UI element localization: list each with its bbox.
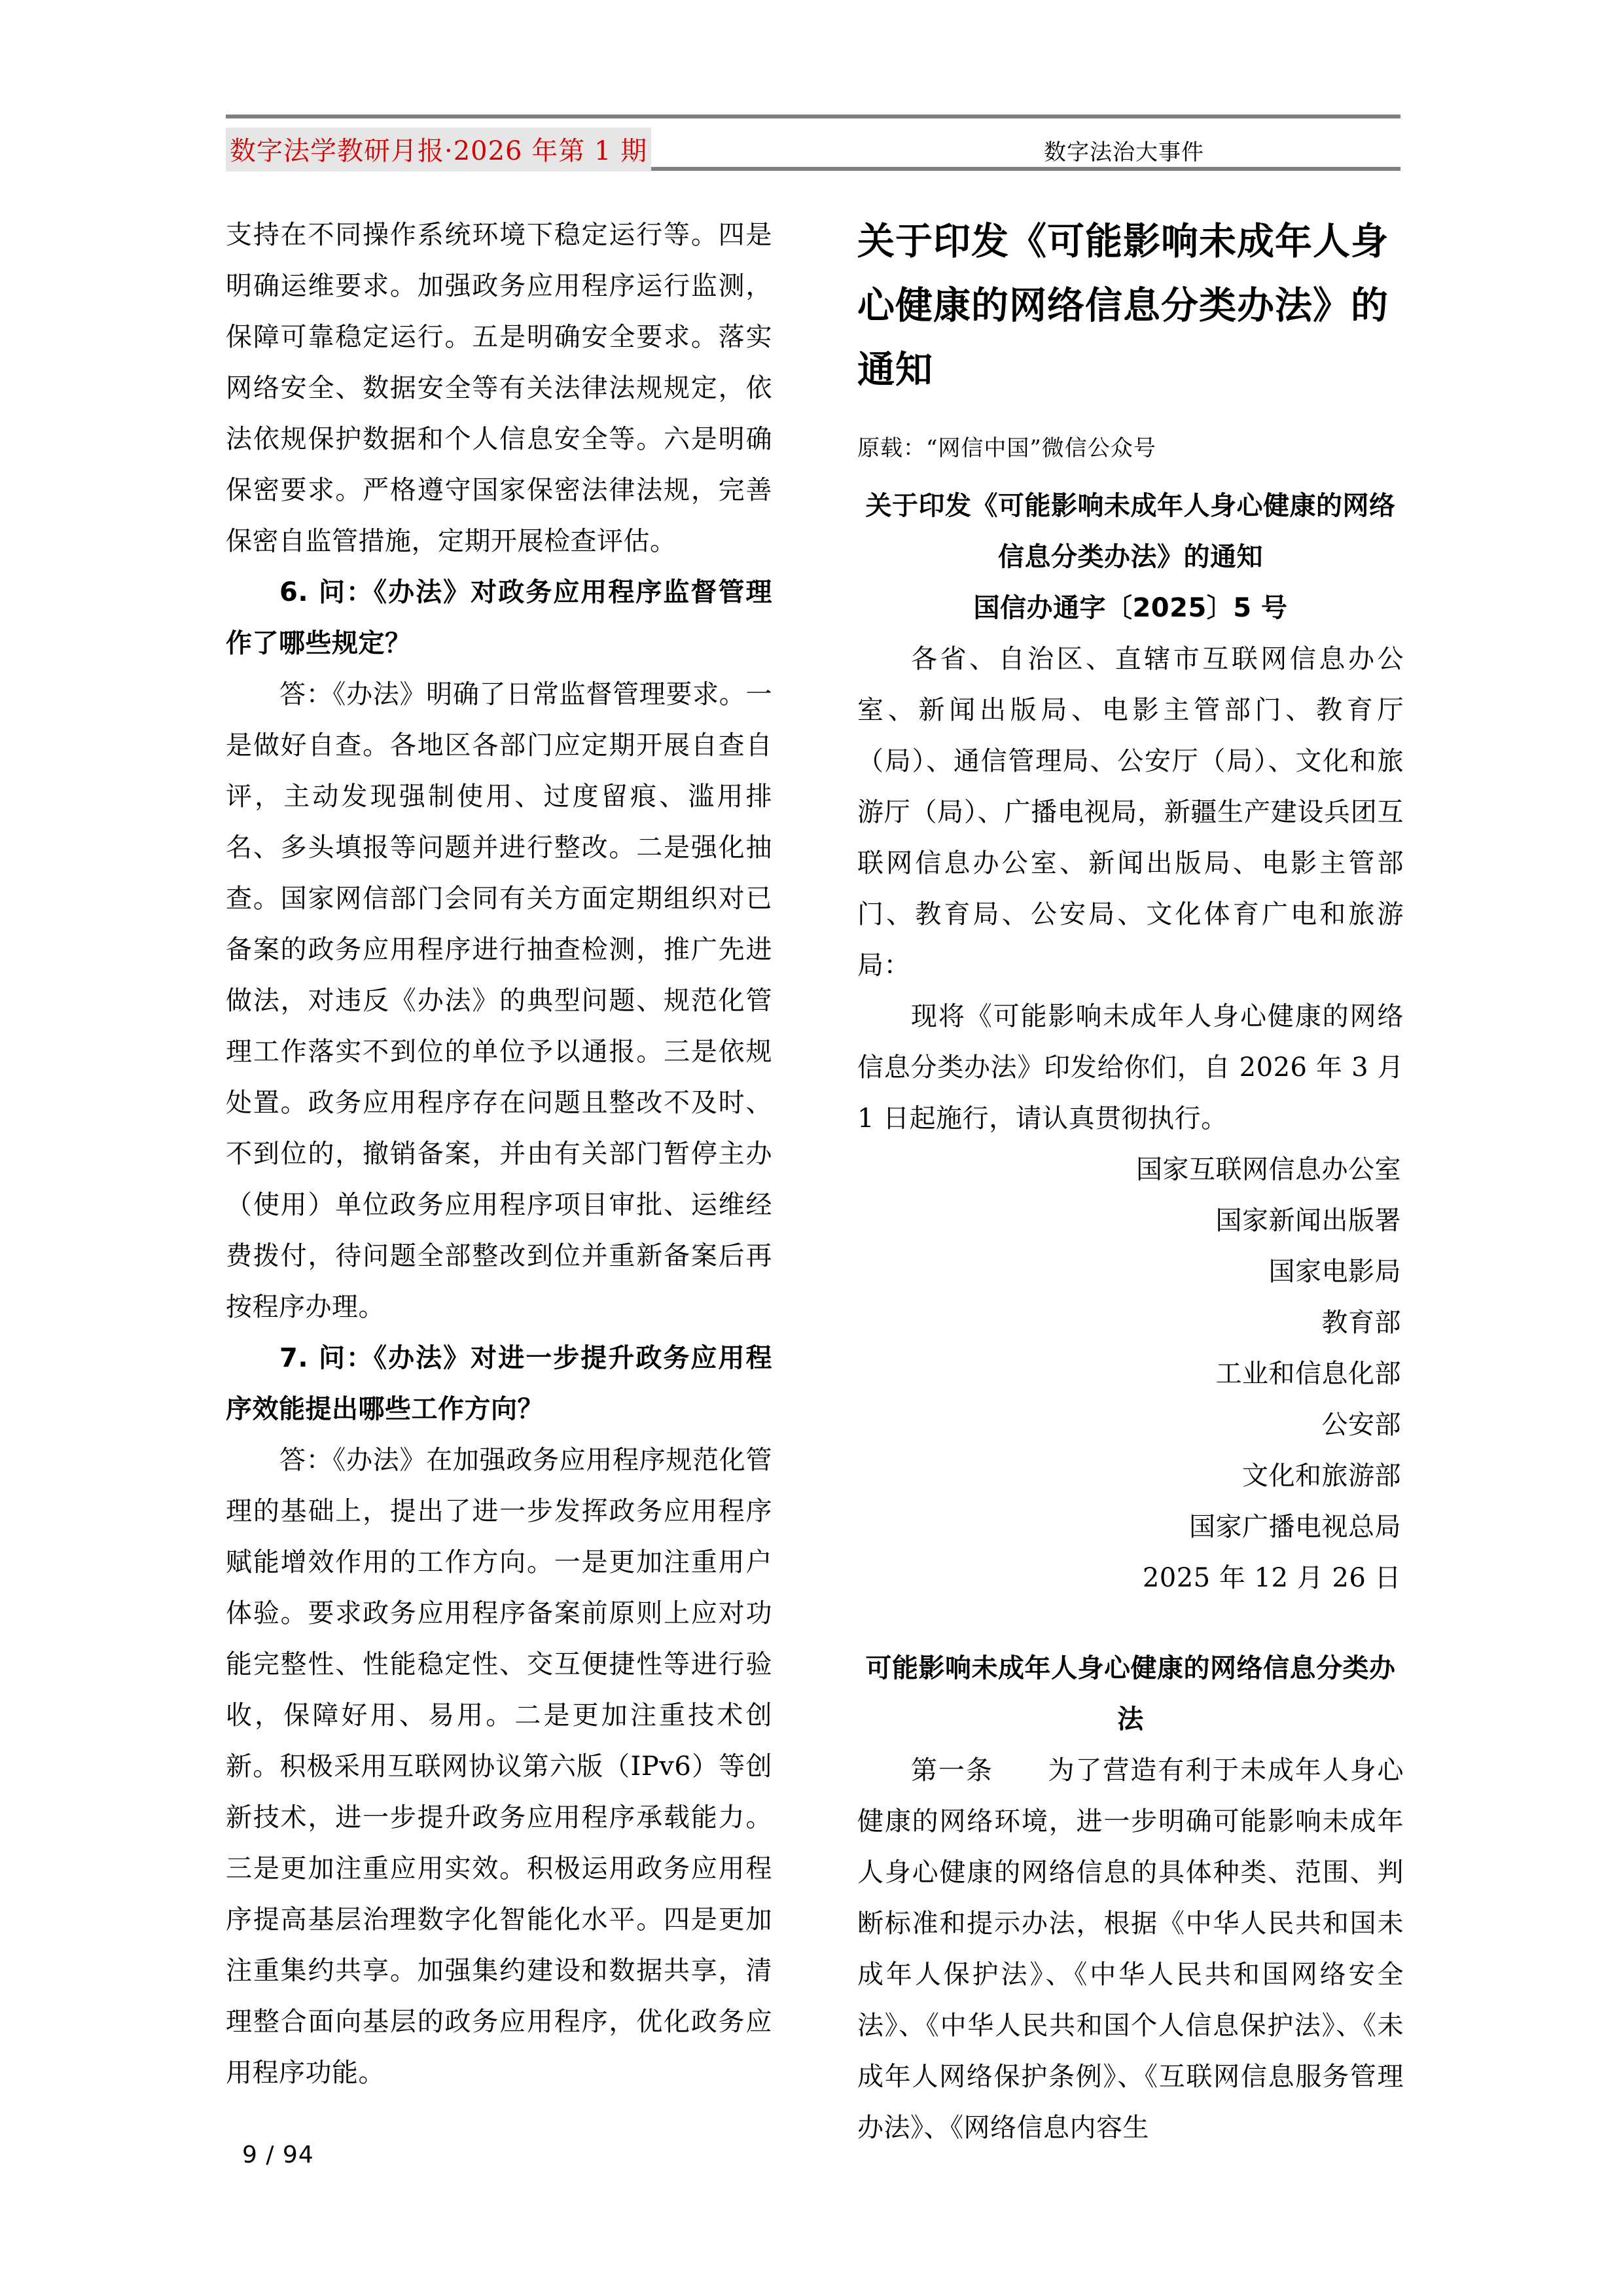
question-6-heading: 6. 问：《办法》对政务应用程序监督管理作了哪些规定？ xyxy=(226,577,772,658)
signatory: 国家电影局 xyxy=(1268,1257,1401,1287)
issue-date: 2025 年 12 月 26 日 xyxy=(1142,1563,1401,1594)
signature-block xyxy=(857,1144,1404,1604)
left-column xyxy=(226,209,772,2153)
source-attribution: 原载：“网信中国”微信公众号 xyxy=(857,435,1156,462)
journal-title: 数字法学教研月报·2026 年第 1 期 xyxy=(226,128,651,171)
measures-heading: 可能影响未成年人身心健康的网络信息分类办法 xyxy=(865,1653,1396,1735)
question-7-answer: 答：《办法》在加强政务应用程序规范化管理的基础上，提出了进一步发挥政务应用程序赋能增效作用的工作方向。一是更加注重用户体验。要求政务应用程序备案前原则上应对功能完整性、性能稳定性、交互便捷性等进行验收，保障好用、易用。二是更加注重技术创新。积极采用互联网协议第六版（IPv6）等创新技术，进一步提升政务应用程序承载能力。三是更加注重应用实效。积极运用政务应用程序提高基层治理数字化智能化水平。四是更加注重集约共享。加强集约建设和数据共享，清理整合面向基层的政务应用程序，优化政务应用程序功能。 xyxy=(226,1445,772,2088)
right-column xyxy=(857,209,1404,2153)
signatory: 工业和信息化部 xyxy=(1215,1359,1401,1390)
document-number: 国信办通字〔2025〕5 号 xyxy=(973,593,1288,624)
continued-paragraph: 支持在不同操作系统环境下稳定运行等。四是明确运维要求。加强政务应用程序运行监测，保障可靠稳定运行。五是明确安全要求。落实网络安全、数据安全等有关法律法规规定，依法依规保护数据和个人信息安全等。六是明确保密要求。严格遵守国家保密法律法规，完善保密自监管措施，定期开展检查评估。 xyxy=(226,220,772,556)
notice-subtitle: 关于印发《可能影响未成年人身心健康的网络信息分类办法》的通知 xyxy=(865,491,1396,573)
section-title: 数字法治大事件 xyxy=(1044,139,1204,166)
recipient-list: 各省、自治区、直辖市互联网信息办公室、新闻出版局、电影主管部门、教育厅（局）、通信管理局、公安厅（局）、文化和旅游厅（局）、广播电视局，新疆生产建设兵团互联网信息办公室、新闻出版局、电影主管部门、教育局、公安局、文化体育广电和旅游局： xyxy=(857,644,1404,981)
header-row xyxy=(226,118,1400,166)
signatory: 公安部 xyxy=(1321,1410,1401,1441)
page-header xyxy=(226,115,1400,171)
signatory: 文化和旅游部 xyxy=(1242,1461,1401,1492)
issuance-paragraph: 现将《可能影响未成年人身心健康的网络信息分类办法》印发给你们，自 2026 年 3 月 1 日起施行，请认真贯彻执行。 xyxy=(857,1001,1404,1134)
page-number: 9 / 94 xyxy=(242,2142,314,2168)
article-one-text: 第一条 为了营造有利于未成年人身心健康的网络环境，进一步明确可能影响未成年人身心健康的网络信息的具体种类、范围、判断标准和提示办法，根据《中华人民共和国未成年人保护法》、《中华人民共和国网络安全法》、《中华人民共和国个人信息保护法》、《未成年人网络保护条例》、《互联网信息服务管理办法》、《网络信息内容生 xyxy=(857,1755,1404,2144)
question-6-answer: 答：《办法》明确了日常监督管理要求。一是做好自查。各地区各部门应定期开展自查自评，主动发现强制使用、过度留痕、滥用排名、多头填报等问题并进行整改。二是强化抽查。国家网信部门会同有关方面定期组织对已备案的政务应用程序进行抽查检测，推广先进做法，对违反《办法》的典型问题、规范化管理工作落实不到位的单位予以通报。三是依规处置。政务应用程序存在问题且整改不及时、不到位的，撤销备案，并由有关部门暂停主办（使用）单位政务应用程序项目审批、运维经费拨付，待问题全部整改到位并重新备案后再按程序办理。 xyxy=(226,679,772,1322)
signatory: 国家新闻出版署 xyxy=(1215,1206,1401,1236)
article-title: 关于印发《可能影响未成年人身心健康的网络信息分类办法》的通知 xyxy=(857,220,1389,392)
signatory: 国家广播电视总局 xyxy=(1189,1512,1401,1543)
signatory: 教育部 xyxy=(1321,1308,1401,1338)
two-column-body xyxy=(226,209,1404,2153)
question-7-heading: 7. 问：《办法》对进一步提升政务应用程序效能提出哪些工作方向？ xyxy=(226,1343,772,1424)
signatory: 国家互联网信息办公室 xyxy=(1136,1155,1401,1185)
